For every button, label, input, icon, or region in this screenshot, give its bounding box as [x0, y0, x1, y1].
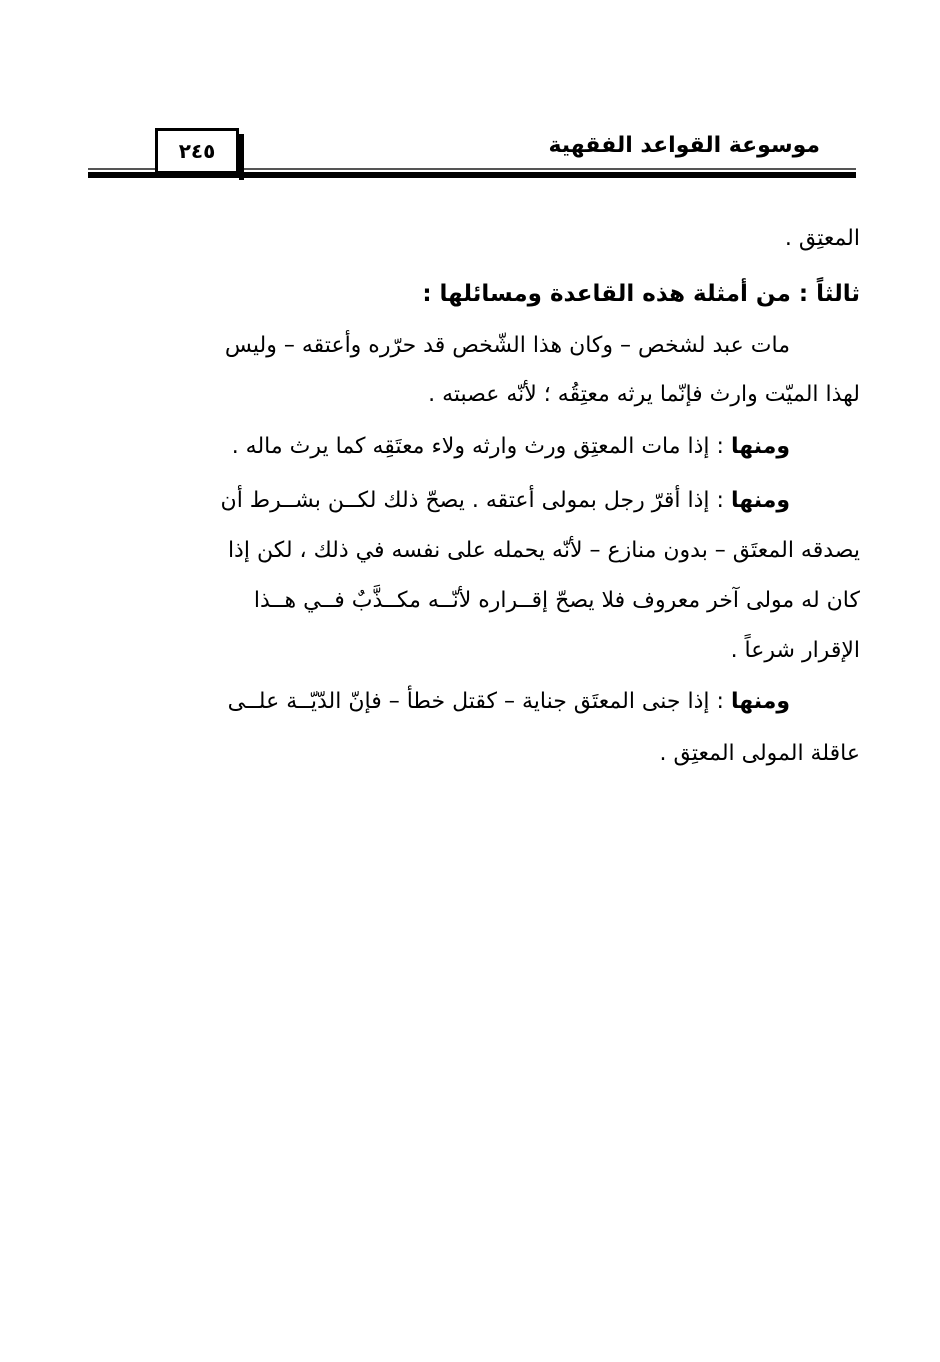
paragraph-2-line-1 — [232, 436, 790, 458]
paragraph-3-line-3: كان له مولى آخر معروف فلا يصحّ إقــراره لأنّــه مكــذَّبٌ فــي هــذا — [253, 588, 860, 613]
paragraph-4-line-2: عاقلة المولى المعتِق . — [659, 741, 860, 766]
running-title: موسوعة القواعد الفقهية — [548, 133, 820, 158]
paragraph-3-text: : إذا أقرّ رجل بمولى أعتقه . يصحّ ذلك لكــن بشــرط أن — [220, 488, 724, 513]
paragraph-3-line-2: يصدقه المعتَق – بدون منازع – لأنّه يحمله على نفسه في ذلك ، لكن إذا — [227, 538, 860, 563]
paragraph-2-lead: ومنها — [730, 434, 790, 459]
paragraph-3-line-1 — [221, 490, 790, 512]
section-heading: ثالثاً : من أمثلة هذه القاعدة ومسائلها : — [422, 281, 860, 307]
paragraph-2-text: : إذا مات المعتِق ورث وارثه ولاء معتَقِه كما يرث ماله . — [231, 434, 724, 459]
paragraph-1-line-1: مات عبد لشخص – وكان هذا الشّخص قد حرّره وأعتقه – وليس — [224, 333, 790, 358]
body-line-1: المعتِق . — [784, 226, 860, 251]
paragraph-3-line-4: الإقرار شرعاً . — [730, 638, 860, 663]
page-number-box — [155, 128, 239, 174]
page-number: ٢٤٥ — [178, 139, 216, 163]
paragraph-3-lead: ومنها — [730, 488, 790, 513]
paragraph-1-line-2: لهذا الميّت وارث فإنّما يرثه معتِقُه ؛ لأنّه عصبته . — [428, 382, 860, 407]
paragraph-4-line-1 — [228, 691, 790, 713]
paragraph-4-lead: ومنها — [730, 689, 790, 714]
paragraph-4-text: : إذا جنى المعتَق جناية – كقتل خطأ – فإنّ الدّيّــة علــى — [227, 689, 724, 714]
